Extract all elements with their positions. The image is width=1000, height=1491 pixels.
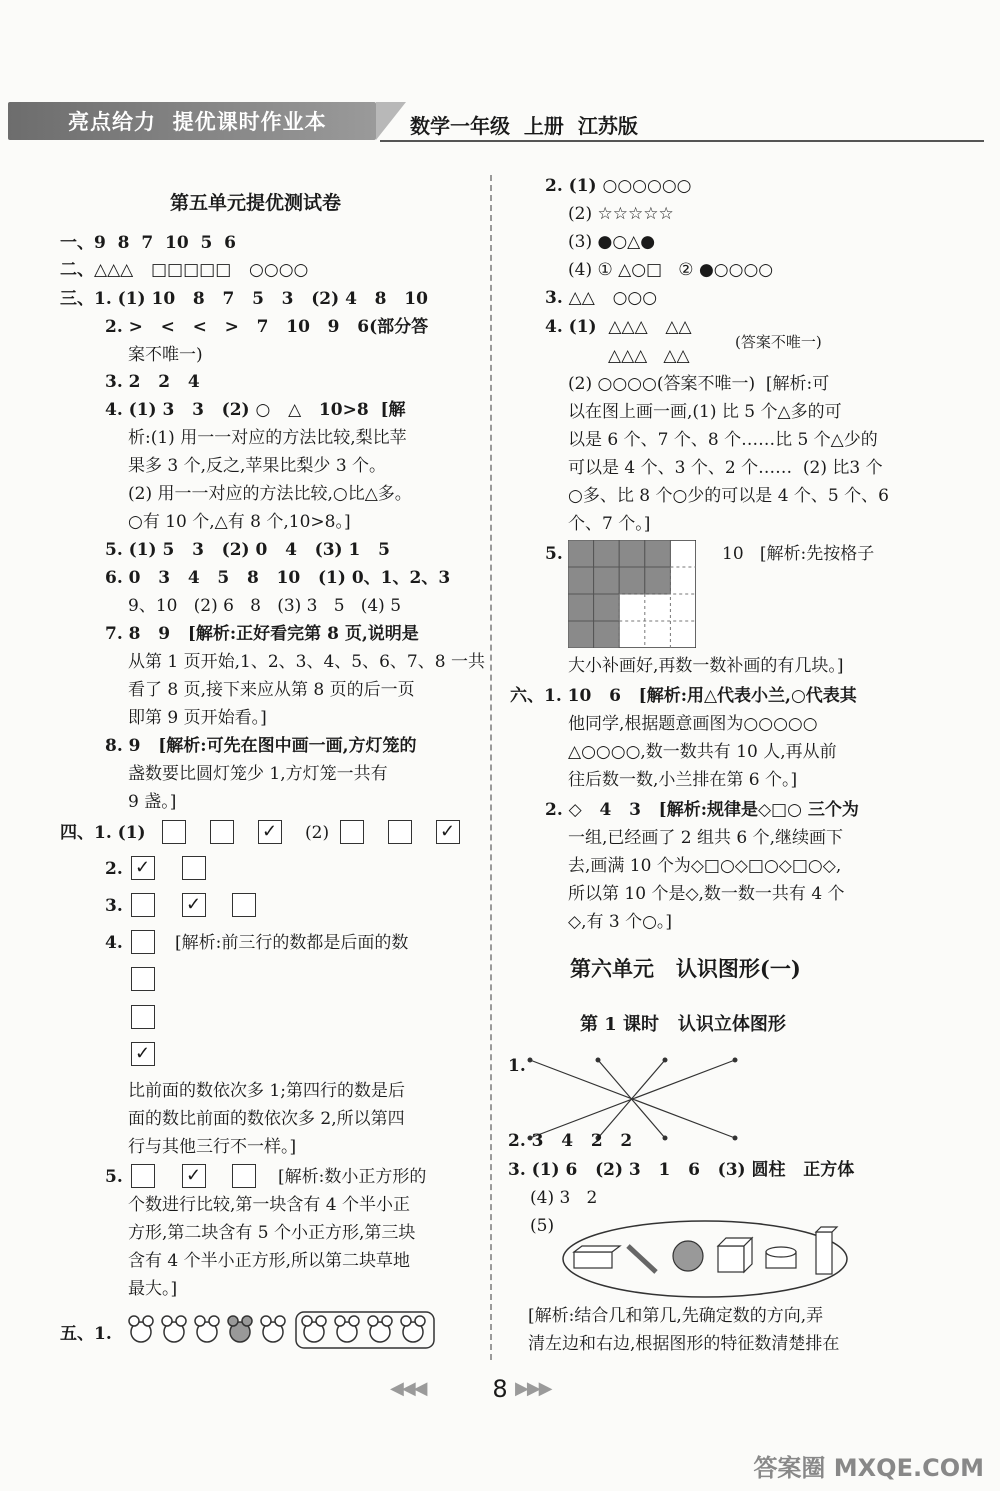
- answer-line: 5.: [105, 1167, 123, 1187]
- column-divider: [490, 175, 492, 1360]
- mouse-icon: [302, 1316, 326, 1342]
- answer-line: 7. 8 9 [解析:正好看完第 8 页,说明是: [105, 624, 419, 644]
- analysis-line: 一组,已经画了 2 组共 6 个,继续画下: [568, 828, 844, 848]
- grid-figure: [568, 540, 696, 648]
- analysis-line: 往后数一数,小兰排在第 6 个。]: [568, 770, 798, 790]
- analysis-line: ◇,有 3 个○。]: [568, 912, 673, 932]
- answer-box: [340, 820, 364, 844]
- next-arrows-icon: ▶▶▶: [515, 1378, 551, 1399]
- analysis-line: 他同学,根据题意画图为○○○○○: [568, 714, 818, 734]
- analysis-line: 从第 1 页开始,1、2、3、4、5、6、7、8 一共: [128, 652, 485, 672]
- page-number: 8: [492, 1375, 508, 1403]
- analysis-line: 大小补画好,再数一数补画的有几块。]: [568, 656, 844, 676]
- mouse-icon: [228, 1316, 252, 1342]
- tall-cuboid-top: [816, 1227, 837, 1232]
- answer-line: (3) ●○△●: [568, 232, 656, 252]
- answer-line: 4. (1) △△△ △△: [545, 317, 692, 337]
- answer-line: (2): [305, 823, 330, 843]
- check-icon: ✓: [186, 1165, 202, 1186]
- cuboid-shape: [574, 1252, 612, 1268]
- prev-arrows-icon: ◀◀◀: [390, 1378, 426, 1399]
- answer-line: 一、9 8 7 10 5 6: [60, 233, 236, 253]
- answer-line: 六、1. 10 6 [解析:用△代表小兰,○代表其: [510, 686, 857, 706]
- book-title: 亮点给力 提优课时作业本: [68, 110, 327, 134]
- solid-shapes-figure: [560, 1218, 850, 1300]
- analysis-line: 盏数要比圆灯笼少 1,方灯笼一共有: [128, 764, 388, 784]
- cylinder-top: [766, 1247, 796, 1257]
- analysis-line: 最大。]: [128, 1279, 178, 1299]
- answer-line: 3. △△ ○○○: [545, 288, 658, 308]
- unit-six-title: 第六单元 认识图形(一): [570, 956, 801, 981]
- analysis-line: ○有 10 个,△有 8 个,10>8。]: [128, 512, 351, 532]
- analysis-line: 所以第 10 个是◇,数一数一共有 4 个: [568, 884, 845, 904]
- answer-line: 5.: [545, 544, 563, 564]
- mouse-icon: [162, 1316, 186, 1342]
- analysis-line: △○○○○,数一数共有 10 人,再从前: [568, 742, 837, 762]
- analysis-line: 面的数比前面的数依次多 2,所以第四: [128, 1109, 405, 1129]
- analysis-line: 即第 9 页开始看。]: [128, 708, 267, 728]
- answer-box: [232, 893, 256, 917]
- answer-box: [388, 820, 412, 844]
- answer-box-checked: [182, 893, 206, 917]
- answer-note: (答案不唯一): [735, 333, 822, 351]
- answer-line: 4. (1) 3 3 (2) ○ △ 10>8 [解: [105, 400, 406, 420]
- answer-line: 5. (1) 5 3 (2) 0 4 (3) 1 5: [105, 540, 390, 560]
- analysis-line: 果多 3 个,反之,苹果比梨少 3 个。: [128, 456, 387, 476]
- analysis-line: [解析:结合几和第几,先确定数的方向,弄: [528, 1306, 824, 1326]
- answer-line: 五、1.: [60, 1324, 112, 1344]
- answer-line: 8. 9 [解析:可先在图中画一画,方灯笼的: [105, 736, 417, 756]
- stick-shape: [628, 1246, 656, 1272]
- answer-box-checked: [258, 820, 282, 844]
- mouse-icon: [195, 1316, 219, 1342]
- analysis-line: 个、7 个。]: [568, 514, 651, 534]
- check-icon: ✓: [135, 857, 151, 878]
- book-subtitle: 数学一年级 上册 江苏版: [410, 114, 638, 138]
- answer-line: 2. > < < > 7 10 9 6(部分答: [105, 317, 429, 337]
- answer-line: 3. 2 2 4: [105, 372, 200, 392]
- answer-line: (4) 3 2: [530, 1188, 598, 1208]
- answer-line: 2.: [105, 859, 123, 879]
- answer-line: △△△ △△: [608, 346, 690, 366]
- analysis-line: (2) 用一一对应的方法比较,○比△多。: [128, 484, 412, 504]
- answer-line: 4.: [105, 933, 123, 953]
- check-icon: ✓: [262, 821, 278, 842]
- answer-line: (2) ☆☆☆☆☆: [568, 204, 674, 224]
- analysis-line: 析:(1) 用一一对应的方法比较,梨比苹: [128, 428, 407, 448]
- answer-box-checked: [131, 856, 155, 880]
- mouse-icon: [129, 1316, 153, 1342]
- cube-shape: [718, 1246, 744, 1272]
- answer-box-checked: [436, 820, 460, 844]
- analysis-line: 看了 8 页,接下来应从第 8 页的后一页: [128, 680, 415, 700]
- answer-line: 3. (1) 6 (2) 3 1 6 (3) 圆柱 正方体: [508, 1160, 855, 1180]
- answer-line: (2) ○○○○(答案不唯一) [解析:可: [568, 374, 830, 394]
- lesson-title: 第 1 课时 认识立体图形: [580, 1014, 786, 1035]
- answer-box: [210, 820, 234, 844]
- analysis-line: 以在图上画一画,(1) 比 5 个△多的可: [568, 402, 842, 422]
- analysis-line: ○多、比 8 个○少的可以是 4 个、5 个、6: [568, 486, 889, 506]
- check-icon: ✓: [440, 821, 456, 842]
- answer-line: 2. ◇ 4 3 [解析:规律是◇□○ 三个为: [545, 800, 859, 820]
- answer-line: 1.: [508, 1056, 526, 1076]
- analysis-line: 方形,第二块含有 5 个小正方形,第三块: [128, 1223, 416, 1243]
- answer-line: 三、1. (1) 10 8 7 5 3 (2) 4 8 10: [60, 289, 428, 309]
- answer-line: 四、1. (1): [60, 823, 146, 843]
- answer-box: [131, 930, 155, 954]
- answer-line: 2. (1) ○○○○○○: [545, 176, 692, 196]
- answer-box: [131, 1005, 155, 1029]
- unit-test-title: 第五单元提优测试卷: [170, 192, 342, 214]
- cuboid-top: [574, 1246, 620, 1252]
- analysis-line: 可以是 4 个、3 个、2 个…… (2) 比3 个: [568, 458, 883, 478]
- analysis-line: 清左边和右边,根据图形的特征数清楚排在: [528, 1334, 840, 1354]
- sphere-shape: [673, 1241, 703, 1271]
- answer-line: (4) ① △○□ ② ●○○○○: [568, 260, 774, 280]
- mouse-row-figure: [126, 1310, 436, 1350]
- answer-box: [182, 856, 206, 880]
- header-rule: [380, 140, 984, 142]
- answer-box-checked: [131, 1042, 155, 1066]
- answer-line: 6. 0 3 4 5 8 10 (1) 0、1、2、3: [105, 568, 451, 588]
- answer-box: [131, 893, 155, 917]
- answer-box-checked: [182, 1164, 206, 1188]
- analysis-line: 以是 6 个、7 个、8 个……比 5 个△少的: [568, 430, 878, 450]
- answer-line: 二、△△△ □□□□□ ○○○○: [60, 260, 309, 280]
- mouse-icon: [368, 1316, 392, 1342]
- analysis-line: 个数进行比较,第一块含有 4 个半小正: [128, 1195, 411, 1215]
- answer-box: [131, 1164, 155, 1188]
- answer-box: [162, 820, 186, 844]
- analysis-line: 行与其他三行不一样。]: [128, 1137, 297, 1157]
- answer-box: [131, 967, 155, 991]
- tall-cuboid-shape: [816, 1232, 832, 1274]
- analysis-line: 比前面的数依次多 1;第四行的数是后: [128, 1081, 405, 1101]
- analysis-line: [解析:数小正方形的: [278, 1167, 427, 1187]
- analysis-line: 去,画满 10 个为◇□○◇□○◇□○◇,: [568, 856, 842, 876]
- analysis-line: 9 盏。]: [128, 792, 177, 812]
- answer-line: (5): [530, 1216, 555, 1236]
- check-icon: ✓: [135, 1043, 151, 1064]
- analysis-line: [解析:前三行的数都是后面的数: [175, 933, 409, 953]
- analysis-line: 含有 4 个半小正方形,所以第二块草地: [128, 1251, 411, 1271]
- mouse-icon: [335, 1316, 359, 1342]
- mouse-icon: [261, 1316, 285, 1342]
- check-icon: ✓: [186, 894, 202, 915]
- analysis-line: 10 [解析:先按格子: [722, 544, 875, 564]
- mouse-icon: [401, 1316, 425, 1342]
- watermark: 答案圈 MXQE.COM: [753, 1454, 984, 1482]
- answer-line: 3.: [105, 896, 123, 916]
- answer-box: [232, 1164, 256, 1188]
- answer-line: 2. 3 4 2 2: [508, 1131, 633, 1151]
- answer-line: 案不唯一): [128, 345, 203, 365]
- answer-line: 9、10 (2) 6 8 (3) 3 5 (4) 5: [128, 596, 402, 616]
